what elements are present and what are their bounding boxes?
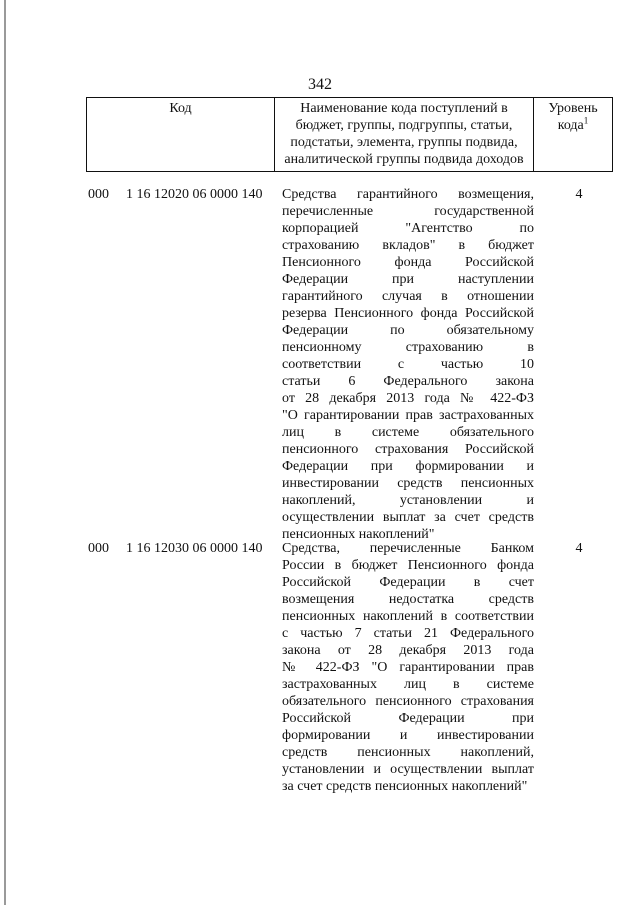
code-level: 4 bbox=[575, 187, 583, 202]
revenue-code: 1 16 12030 06 0000 140 bbox=[126, 541, 263, 556]
revenue-code: 1 16 12020 06 0000 140 bbox=[126, 187, 263, 202]
description-line: пенсионных накоплений" bbox=[282, 527, 435, 542]
description-line: резерва Пенсионного фонда Российской bbox=[282, 306, 534, 321]
description-line: лиц в системе обязательного bbox=[282, 425, 534, 440]
description-line: закона от 28 декабря 2013 года bbox=[282, 643, 534, 658]
description-line: пенсионному страхованию в bbox=[282, 340, 534, 355]
description-line: Средства гарантийного возмещения, bbox=[282, 187, 534, 202]
description-line: соответствии с частью 10 bbox=[282, 357, 534, 372]
description-line: Российской Федерации в счет bbox=[282, 575, 534, 590]
description-line: пенсионных накоплений в соответствии bbox=[282, 609, 534, 624]
description-line: Федерации по обязательному bbox=[282, 323, 534, 338]
description-line: России в бюджет Пенсионного фонда bbox=[282, 558, 534, 573]
description-line: Средства, перечисленные Банком bbox=[282, 541, 534, 556]
header-row bbox=[87, 98, 613, 172]
description-line: Федерации при наступлении bbox=[282, 272, 534, 287]
description-line: застрахованных лиц в системе bbox=[282, 677, 534, 692]
description-line: осуществлении выплат за счет средств bbox=[282, 510, 534, 525]
admin-code: 000 bbox=[88, 541, 109, 556]
description-line: корпорацией "Агентство по bbox=[282, 221, 534, 236]
description-line: Российской Федерации при bbox=[282, 711, 534, 726]
revenue-description bbox=[282, 186, 534, 543]
description-line: накоплений, установлении и bbox=[282, 493, 534, 508]
page-number: 342 bbox=[308, 76, 332, 93]
description-line: пенсионного страхования Российской bbox=[282, 442, 534, 457]
description-line: перечисленные государственной bbox=[282, 204, 534, 219]
description-line: с частью 7 статьи 21 Федерального bbox=[282, 626, 534, 641]
description-line: страхованию вкладов" в бюджет bbox=[282, 238, 534, 253]
code-level: 4 bbox=[575, 541, 583, 556]
revenue-description bbox=[282, 540, 534, 795]
page-edge bbox=[4, 0, 6, 905]
description-line: статьи 6 Федерального закона bbox=[282, 374, 534, 389]
header-level-text: Уровень кода bbox=[548, 101, 598, 133]
description-line: от 28 декабря 2013 года № 422-ФЗ bbox=[282, 391, 534, 406]
description-line: формировании и инвестировании bbox=[282, 728, 534, 743]
description-line: инвестировании средств пенсионных bbox=[282, 476, 534, 491]
header-table bbox=[86, 97, 613, 172]
description-line: Федерации при формировании и bbox=[282, 459, 534, 474]
header-code: Код bbox=[87, 98, 275, 172]
description-line: № 422-ФЗ "О гарантировании прав bbox=[282, 660, 534, 675]
description-line: за счет средств пенсионных накоплений" bbox=[282, 779, 528, 794]
admin-code: 000 bbox=[88, 187, 109, 202]
description-line: возмещения недостатка средств bbox=[282, 592, 534, 607]
footnote-marker: 1 bbox=[583, 115, 589, 126]
description-line: обязательного пенсионного страхования bbox=[282, 694, 534, 709]
description-line: Пенсионного фонда Российской bbox=[282, 255, 534, 270]
description-line: средств пенсионных накоплений, bbox=[282, 745, 534, 760]
header-level bbox=[534, 98, 613, 172]
description-line: установлении и осуществлении выплат bbox=[282, 762, 534, 777]
description-line: "О гарантировании прав застрахованных bbox=[282, 408, 534, 423]
description-line: гарантийного случая в отношении bbox=[282, 289, 534, 304]
header-name: Наименование кода поступлений в бюджет, группы, подгруппы, статьи, подстатьи, элемента, группы подвида, аналитической группы подвида доходов bbox=[275, 98, 534, 172]
